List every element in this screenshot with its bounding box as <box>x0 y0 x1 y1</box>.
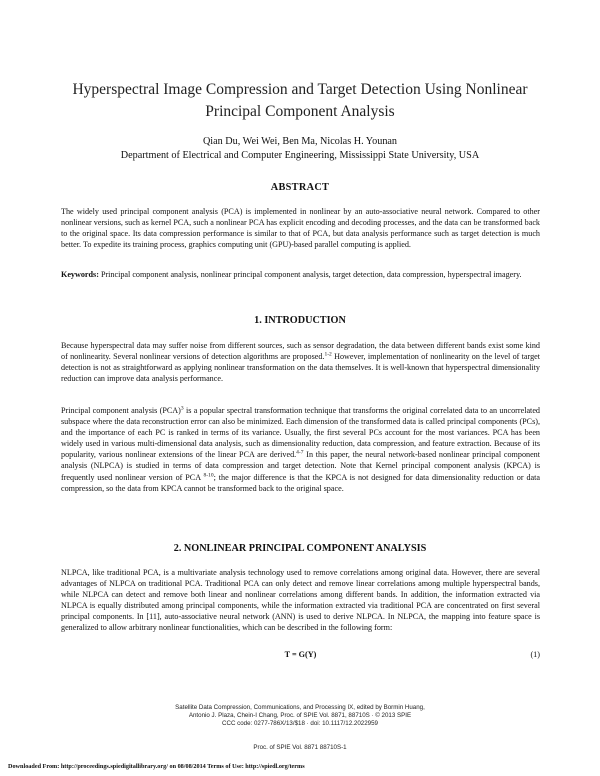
equation-number: (1) <box>530 650 540 659</box>
section-1-heading: 1. INTRODUCTION <box>254 315 346 326</box>
title-line-2: Principal Component Analysis <box>205 103 395 120</box>
section-2-heading: 2. NONLINEAR PRINCIPAL COMPONENT ANALYSIS <box>173 543 427 554</box>
abstract-text: The widely used principal component analysis (PCA) is implemented in nonlinear by an auto-associative neural network. Compared to other nonlinear versions, such as kernel PCA, such a nonlinear PCA has explicit encoding and decoding processes, and the data can be transformed back to the original space. Its data compression performance is similar to that of PCA, but data analysis performance such as target detection is much better. To expedite its training process, graphics computing unit (GPU)-based parallel computing is applied. <box>61 207 540 250</box>
keywords-text: Principal component analysis, nonlinear principal component analysis, target detection, data compression, hyperspectral imagery. <box>100 270 522 279</box>
page-number: Proc. of SPIE Vol. 8871 88710S-1 <box>253 744 347 751</box>
citation-4-7: 4-7 <box>296 449 304 456</box>
intro-paragraph-2: Principal component analysis (PCA)$^3$ is a popular spectral transformation technique that transforms the original correlated data to an uncorrelated subspace where the data reconstruction error can also be minimized. Each dimension of the transformed data is called principal components (PCs), and the importance of each PC is ranked in terms of its variance. Usually, the first several PCs account for the most variances. PCA has been widely used in various multi-dimensional data analysis, such as dimensionality reduction, data compression, and feature extraction. Because of its popularity, various nonlinear extensions of the linear PCA are derived.$^{4-7}$ In this paper, the neural network-based nonlinear principal component analysis (NLPCA) is studied in terms of data compression and target detection. Note that Kernel principal component analysis (KPCA) is frequently used nonlinear version of PCA $^{8-10}$; the major difference is that the KPCA is not designed for data dimensionality reduction or data compression, so the data from KPCA cannot be transformed back to the original space. <box>61 405 540 493</box>
citation-8-10: 8-10 <box>203 471 214 478</box>
title-line-1: Hyperspectral Image Compression and Target Detection Using Nonlinear <box>72 81 528 98</box>
equation-text: T = G(Y) <box>284 650 317 659</box>
publication-footer <box>110 704 490 728</box>
download-notice: Downloaded From: http://proceedings.spiedigitallibrary.org/ on 08/08/2014 Terms of Use: http://spiedl.org/terms <box>8 763 305 770</box>
abstract-heading: ABSTRACT <box>270 182 330 193</box>
citation-1-2: 1-2 <box>324 351 332 358</box>
intro-paragraph-1: Because hyperspectral data may suffer noise from different sources, such as sensor degradation, the data between different bands exist some kind of nonlinearity. Several nonlinear versions of detection algorithms are proposed.$^{1-2}$ However, implementation of nonlinearity on the level of target detection is not as straightforward as applying nonlinear transformation on the data themselves. It is well-known that hyperspectral dimensionality reduction can improve data analysis performance. <box>61 341 540 384</box>
footer-line-3: CCC code: 0277-786X/13/$18 · doi: 10.1117/12.2022959 <box>222 719 378 727</box>
section-2-paragraph: NLPCA, like traditional PCA, is a multivariate analysis technology used to remove correlations among original data. However, there are several advantages of NLPCA on traditional PCA. Traditional PCA can only detect and remove linear correlations among multiple hyperspectral bands, while NLPCA can detect and remove both linear and nonlinear correlations among different bands. In addition, the information extracted via NLPCA is equally distributed among principal components, while the information extracted via traditional PCA are concentrated on first several principal components. In [11], auto-associative neural network (ANN) is used to derive NLPCA. In NLPCA, the mapping into feature space is generalized to allow arbitrary nonlinear functionalities, which can be described in the following form: <box>61 568 540 633</box>
paper-title <box>40 79 560 123</box>
footer-line-2: Antonio J. Plaza, Chein-I Chang, Proc. of SPIE Vol. 8871, 88710S · © 2013 SPIE <box>188 711 412 719</box>
keywords-label: Keywords: <box>61 270 99 279</box>
keywords <box>61 269 540 280</box>
author-list: Qian Du, Wei Wei, Ben Ma, Nicolas H. Younan <box>202 136 398 147</box>
footer-line-1: Satellite Data Compression, Communications, and Processing IX, edited by Bormin Huang, <box>175 704 425 711</box>
citation-3: 3 <box>180 405 184 412</box>
author-affiliation: Department of Electrical and Computer Engineering, Mississippi State University, USA <box>120 150 480 161</box>
equation-1 <box>61 650 540 662</box>
